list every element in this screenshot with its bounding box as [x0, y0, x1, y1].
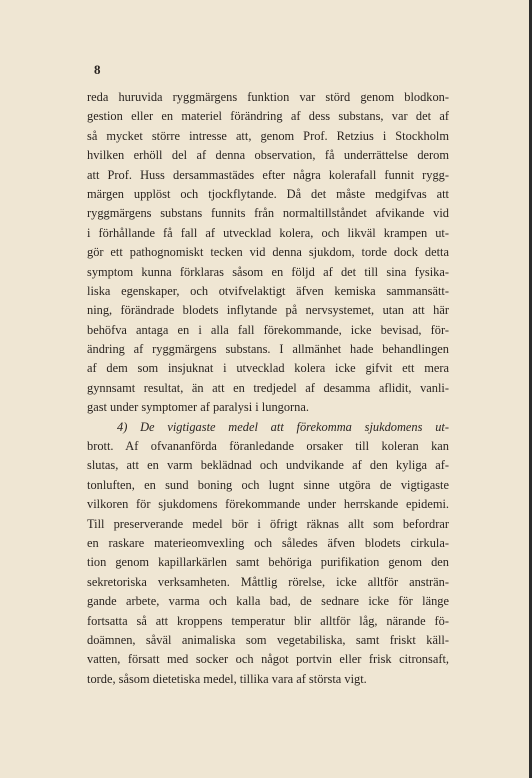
- text-line: slutas, att en varm beklädnad och undvikande af den kyliga af-: [87, 458, 449, 473]
- text-line: vilkoren för sjukdomens förekommande under herrskande epidemi.: [87, 497, 449, 512]
- text-line: gast under symptomer af paralysi i lungorna.: [87, 400, 309, 415]
- text-line: så mycket större intresse att, genom Prof. Retzius i Stockholm: [87, 128, 449, 143]
- text-line: fortsatta så att kroppens temperatur blir alltför låg, närande fö-: [87, 613, 449, 628]
- text-line: doämnen, såväl animaliska som vegetabiliska, samt friskt käll-: [87, 632, 449, 647]
- page-number: 8: [94, 62, 101, 77]
- text-line: af dem som insjuknat i utvecklad kolera icke gifvit ett mera: [87, 361, 449, 376]
- text-line: märgen upplöst och tjockflytande. Då det måste medgifvas att: [87, 186, 449, 201]
- text-line: symptom kunna förklaras såsom en följd af det till sina fysika-: [87, 264, 449, 279]
- body-text: [87, 88, 449, 689]
- text-line: reda huruvida ryggmärgens funktion var störd genom blodkon-: [87, 90, 449, 104]
- text-line: en raskare materieomvexling och således äfven blodets cirkula-: [87, 535, 449, 550]
- text-line: liska egenskaper, och otvifvelaktigt äfven kemiska sammansätt-: [87, 283, 449, 298]
- text-line: i förhållande få fall af utvecklad kolera, och likväl krampen ut-: [87, 225, 449, 240]
- text-line: vatten, försatt med socker och något portvin eller frisk citronsaft,: [87, 652, 449, 667]
- text-line: hvilken erhöll del af denna observation, få underrättelse derom: [87, 148, 449, 163]
- section-heading-line: 4) De vigtigaste medel att förekomma sjukdomens ut-: [117, 419, 449, 434]
- text-line: behöfva antaga en i alla fall förekommande, icke bevisad, för-: [87, 322, 449, 337]
- text-line: att Prof. Huss dersammastädes efter några kolerafall funnit rygg-: [87, 167, 449, 182]
- text-line: ning, förändrade blodets inflytande på nervsystemet, utan att här: [87, 303, 449, 318]
- text-line: tonluften, en sund boning och lugnt sinne utgöra de vigtigaste: [87, 477, 449, 492]
- text-line: sekretoriska verksamheten. Måttlig rörelse, icke alltför ansträn-: [87, 574, 449, 589]
- text-line: torde, såsom dietetiska medel, tillika vara af största vigt.: [87, 671, 367, 686]
- text-line: ändring af ryggmärgens substans. I allmänhet hade behandlingen: [87, 342, 449, 357]
- text-line: gande arbete, varma och kalla bad, de sednare icke för länge: [87, 594, 449, 609]
- text-line: Till preserverande medel bör i öfrigt räknas allt som befordrar: [87, 516, 449, 531]
- text-line: tion genom kapillarkärlen samt behöriga purifikation genom den: [87, 555, 449, 570]
- text-line: ryggmärgens substans funnits från normaltillståndet afvikande vid: [87, 206, 449, 221]
- text-line: gynnsamt resultat, än att en tredjedel af desamma aflidit, vanli-: [87, 380, 449, 395]
- text-line: gör ett pathognomiskt tecken vid denna sjukdom, torde dock detta: [87, 245, 449, 260]
- text-line: gestion eller en materiel förändring af dess substans, var det af: [87, 109, 449, 124]
- text-line: brott. Af ofvananförda föranledande orsaker till koleran kan: [87, 439, 449, 454]
